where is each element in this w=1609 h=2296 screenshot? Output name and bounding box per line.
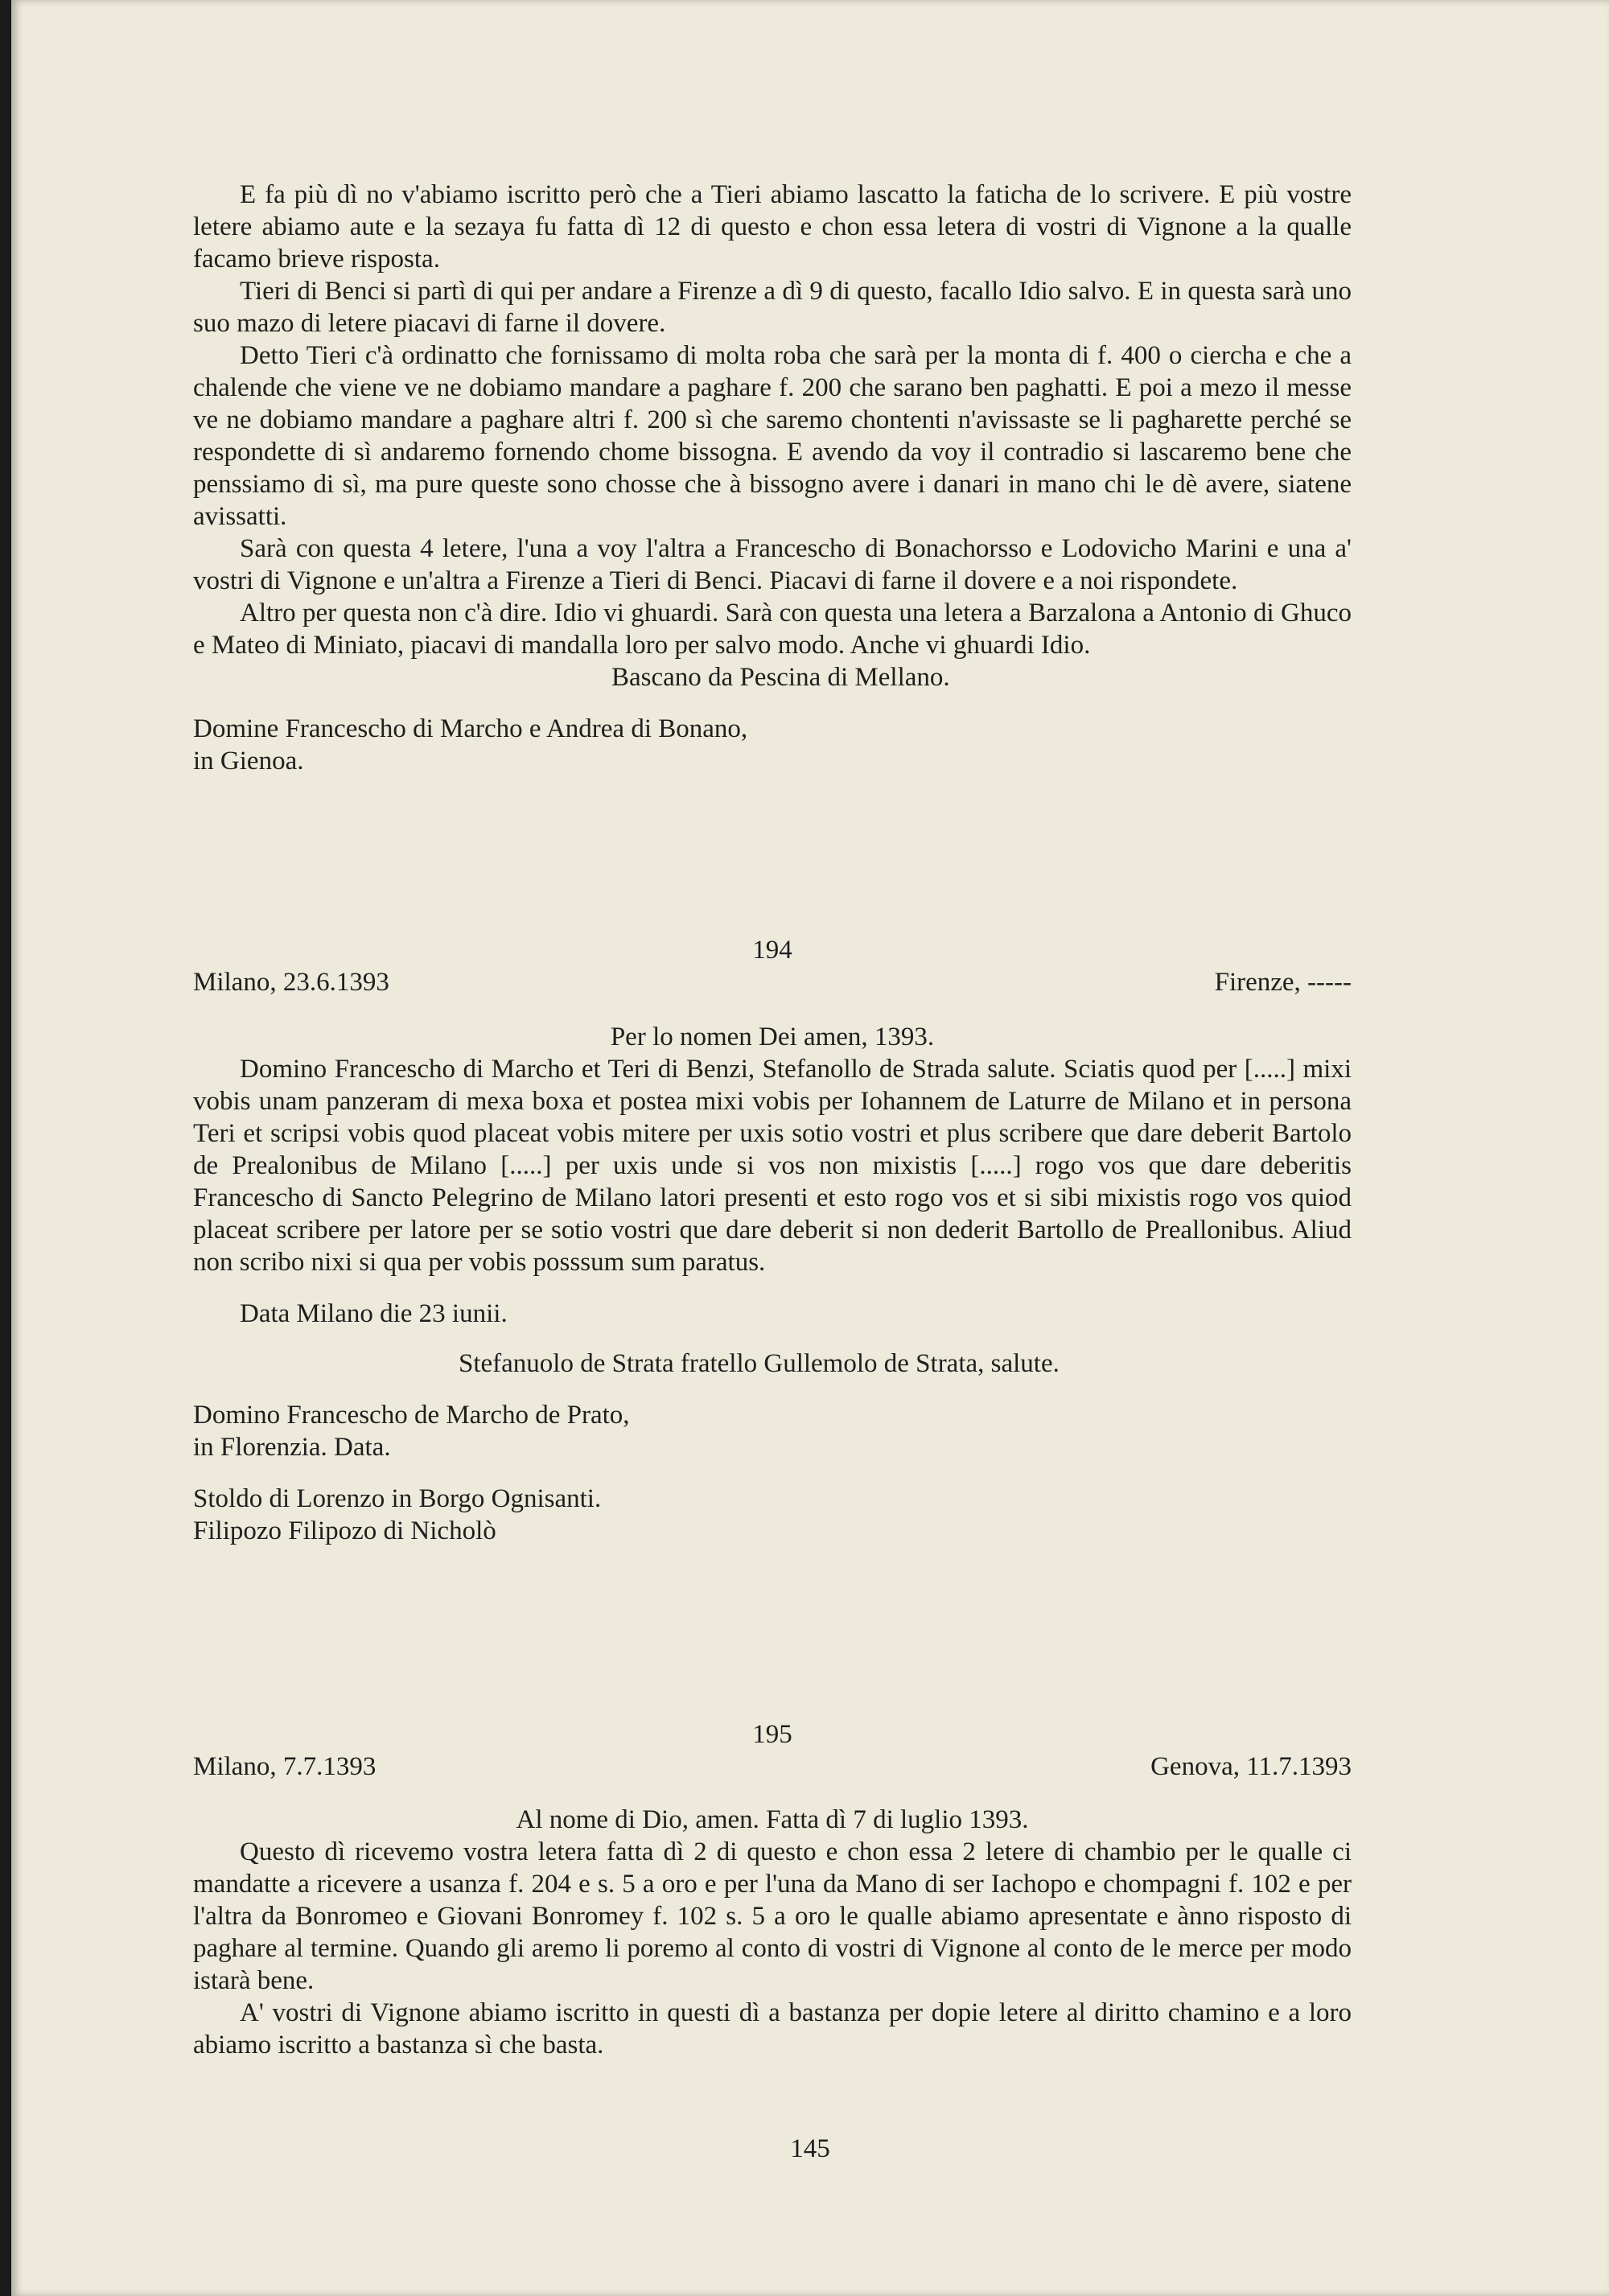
address-line: in Florenzia. Data.: [193, 1433, 391, 1462]
letter-number: 195: [752, 1720, 792, 1749]
note-line: Filipozo Filipozo di Nicholò: [193, 1516, 496, 1545]
paragraph: Sarà con questa 4 letere, l'una a voy l'altra a Francescho di Bonachorsso e Lodovicho Marini e una a' vostri di Vignone e un'altra a Firenze a Tieri di Benci. Piacavi di farne il dovere e a noi rispondete.: [193, 534, 1352, 595]
note-line: Stoldo di Lorenzo in Borgo Ognisanti.: [193, 1484, 602, 1513]
signature: Bascano da Pescina di Mellano.: [611, 663, 950, 692]
paragraph: Altro per questa non c'à dire. Idio vi ghuardi. Sarà con questa una letera a Barzalona a Antonio di Ghuco e Mateo di Miniato, piacavi di mandalla loro per salvo modo. Anche vi ghuardi Idio.: [193, 599, 1352, 660]
address-line: Domino Francescho de Marcho de Prato,: [193, 1401, 630, 1430]
letter-destination: Genova, 11.7.1393: [1150, 1752, 1352, 1781]
address-line: Domine Francescho di Marcho e Andrea di Bonano,: [193, 714, 748, 743]
paragraph: A' vostri di Vignone abiamo iscritto in questi dì a bastanza per dopie letere al diritto chamino e a loro abiamo iscritto a bastanza sì che basta.: [193, 1998, 1352, 2059]
letter-origin: Milano, 7.7.1393: [193, 1752, 377, 1781]
page-number: 145: [790, 2134, 830, 2163]
paragraph: Detto Tieri c'à ordinatto che fornissamo di molta roba che sarà per la monta di f. 400 o ciercha e che a chalende che viene ve ne dobiamo mandare a paghare f. 200 che sarano ben paghatti. E poi a mezo il messe ve ne dobiamo mandare a paghare altri f. 200 sì che saremo chontenti n'avissaste se li pagharette perché se respondette di sì andaremo fornendo chome bissogna. E avendo da voy il contradio si lascaremo bene che penssiamo di sì, ma pure queste sono chosse che à bissogno avere i danari in mano chi le dè avere, siatene avissatti.: [193, 341, 1352, 531]
letter-number: 194: [752, 936, 792, 965]
letter-invocation: Al nome di Dio, amen. Fatta dì 7 di luglio 1393.: [516, 1805, 1029, 1834]
letter-destination: Firenze, -----: [1214, 968, 1352, 997]
book-page: [11, 0, 1609, 2296]
letter-194: [193, 934, 1352, 1547]
letter-body: Domino Francescho di Marcho et Teri di Benzi, Stefanollo de Strada salute. Sciatis quod per [.....] mixi vobis unam panzeram di mexa boxa et postea mixi vobis per Iohannem de Laturre de Milano et in persona Teri et scripsi vobis quod placeat vobis mitere per uxis sotio vostri et plus scribere que dare deberit Bartolo de Prealonibus de Milano [.....] per uxis unde si vos non mixistis [.....] rogo vos que dare deberitis Francescho di Sancto Pelegrino de Milano latori presenti et esto rogo vos et si sibi mixistis rogo vos quiod placeat scribere per latore per se sotio vostri que dare deberit si non dederit Bartollo de Preallonibus. Aliud non scribo nixi si qua per vobis posssum sum paratus.: [193, 1055, 1352, 1277]
address-line: in Gienoa.: [193, 747, 304, 776]
signature: Stefanuolo de Strata fratello Gullemolo de Strata, salute.: [459, 1349, 1060, 1378]
letter-invocation: Per lo nomen Dei amen, 1393.: [610, 1023, 935, 1051]
date-line: Data Milano die 23 iunii.: [240, 1299, 508, 1328]
paragraph: Questo dì ricevemo vostra letera fatta dì 2 di questo e chon essa 2 letere di chambio per le qualle ci mandatte a ricevere a usanza f. 204 e s. 5 a oro e per l'una da Mano di ser Iachopo e chompagni f. 102 e per l'altra da Bonromeo e Giovani Bonromey f. 102 s. 5 a oro le qualle abiamo apresentate e ànno risposto di paghare al termine. Quando gli aremo li poremo al conto di vostri di Vignone al conto de le merce per modo istarà bene.: [193, 1837, 1352, 1995]
paragraph: E fa più dì no v'abiamo iscritto però che a Tieri abiamo lascatto la faticha de lo scrivere. E più vostre letere abiamo aute e la sezaya fu fatta dì 12 di questo e chon essa letera di vostri di Vignone a la qualle facamo brieve risposta.: [193, 180, 1352, 274]
letter-195: [193, 1718, 1352, 2061]
letter-origin: Milano, 23.6.1393: [193, 968, 389, 997]
letter-header: [193, 966, 1352, 998]
letter-193-end: [193, 179, 1352, 777]
letter-header: [193, 1751, 1352, 1783]
paragraph: Tieri di Benci si partì di qui per andare a Firenze a dì 9 di questo, facallo Idio salvo. E in questa sarà uno suo mazo di letere piacavi di farne il dovere.: [193, 277, 1352, 338]
